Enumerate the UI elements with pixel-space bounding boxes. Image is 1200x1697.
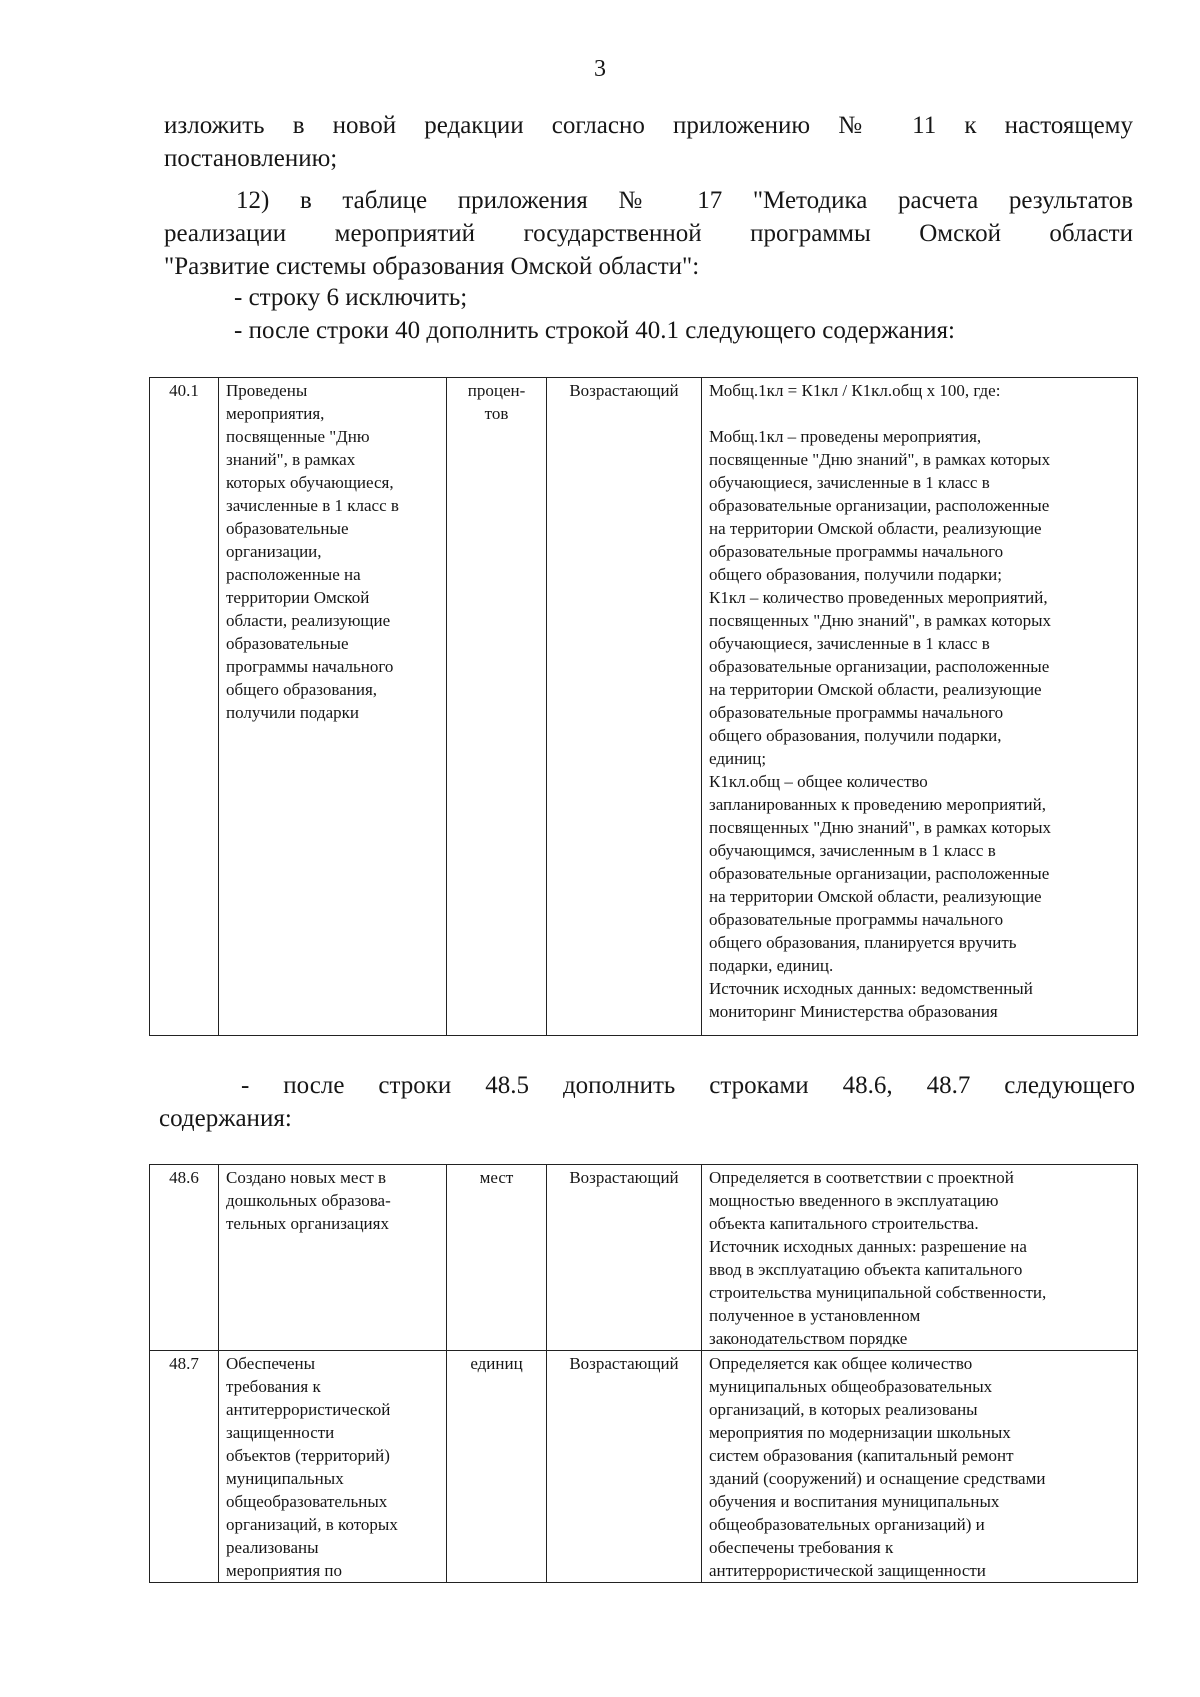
trend-direction: Возрастающий [547, 1351, 702, 1583]
intro-line-2: постановлению; [164, 145, 338, 172]
indicator-name: Обеспечены требования к антитеррористической защищенности объектов (территорий) муниципальных общеобразовательных организаций, в которых реализованы мероприятия по [219, 1351, 447, 1583]
row-number: 48.6 [150, 1165, 219, 1351]
calculation-method: Определяется как общее количество муниципальных общеобразовательных организаций, в которых реализованы мероприятия по модернизации школьных систем образования (капитальный ремонт зданий (сооружений) и оснащение средствами обучения и воспитания муниципальных общеобразовательных организаций) и обеспечены требования к антитеррористической защищенности [702, 1351, 1138, 1583]
bullet-remove-row-6: - строку 6 исключить; [234, 284, 468, 311]
calculation-method: Мобщ.1кл = К1кл / К1кл.общ х 100, где: Мобщ.1кл – проведены мероприятия, посвященные "Дню знаний", в рамках которых обучающиеся, зачисленные в 1 класс в образовательные организации, расположенные на территории Омской области, реализующие образовательные программы начального общего образования, получили подарки; К1кл – количество проведенных мероприятий, посвященных "Дню знаний", в рамках которых обучающиеся, зачисленные в 1 класс в образовательные организации, расположенные на территории Омской области, реализующие образовательные программы начального общего образования, получили подарки, единиц; К1кл.общ – общее количество запланированных к проведению мероприятий, посвященных "Дню знаний", в рамках которых обучающимся, зачисленным в 1 класс в образовательные организации, расположенные на территории Омской области, реализующие образовательные программы начального общего образования, планируется вручить подарки, единиц. Источник исходных данных: ведомственный мониторинг Министерства образования [702, 378, 1138, 1036]
unit-of-measure: процен- тов [447, 378, 547, 1036]
trend-direction: Возрастающий [547, 1165, 702, 1351]
item-12-line-2: реализации мероприятий государственной программы Омской области [164, 220, 1133, 247]
table-rows-48-6-48-7 [149, 1164, 1138, 1583]
intro-paragraph [164, 109, 1133, 175]
indicator-name: Создано новых мест в дошкольных образова- тельных организациях [219, 1165, 447, 1351]
table-row [150, 1165, 1138, 1351]
item-12-paragraph [164, 184, 1133, 283]
row-number: 40.1 [150, 378, 219, 1036]
item-12-line-1: 12) в таблице приложения № 17 "Методика расчета результатов [236, 187, 1133, 214]
table-row [150, 1351, 1138, 1583]
after-48-5-line-1: - после строки 48.5 дополнить строками 48.6, 48.7 следующего [241, 1072, 1135, 1099]
row-number: 48.7 [150, 1351, 219, 1583]
page-number: 3 [594, 56, 606, 82]
after-48-5-line-2: содержания: [159, 1105, 292, 1132]
table-row [150, 378, 1138, 1036]
calculation-method: Определяется в соответствии с проектной мощностью введенного в эксплуатацию объекта капитального строительства. Источник исходных данных: разрешение на ввод в эксплуатацию объекта капитального строительства муниципальной собственности, полученное в установленном законодательством порядке [702, 1165, 1138, 1351]
trend-direction: Возрастающий [547, 378, 702, 1036]
unit-of-measure: мест [447, 1165, 547, 1351]
unit-of-measure: единиц [447, 1351, 547, 1583]
after-48-5-paragraph [159, 1069, 1135, 1135]
bullet-add-row-40-1: - после строки 40 дополнить строкой 40.1 следующего содержания: [234, 317, 955, 344]
indicator-name: Проведены мероприятия, посвященные "Дню знаний", в рамках которых обучающиеся, зачисленные в 1 класс в образовательные организации, расположенные на территории Омской области, реализующие образовательные программы начального общего образования, получили подарки [219, 378, 447, 1036]
intro-line-1: изложить в новой редакции согласно приложению № 11 к настоящему [164, 112, 1133, 139]
table-row-40-1 [149, 377, 1138, 1036]
item-12-line-3: "Развитие системы образования Омской области": [164, 253, 700, 280]
